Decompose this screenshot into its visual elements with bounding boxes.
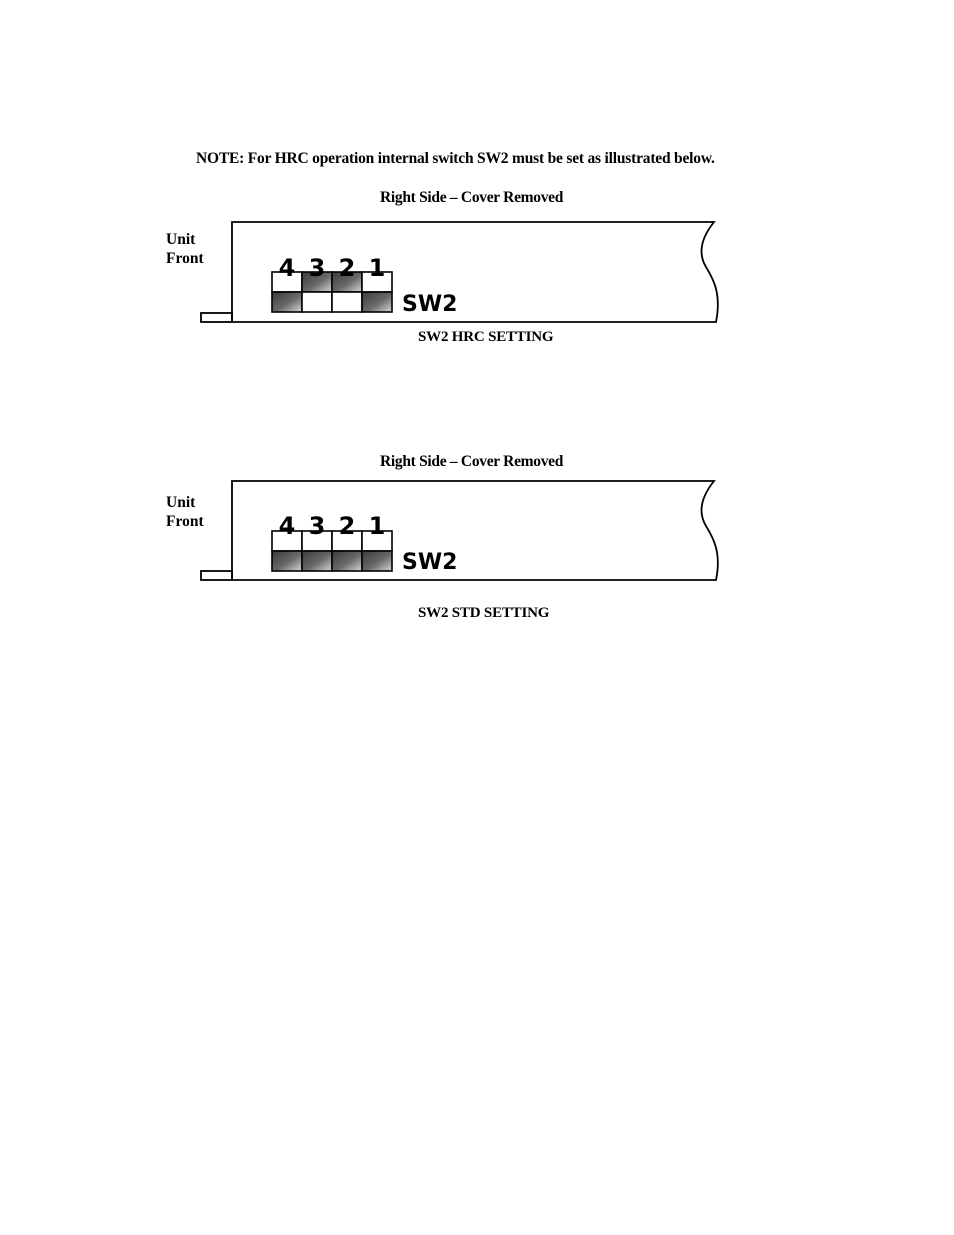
panel-2-title: Right Side – Cover Removed <box>380 453 564 470</box>
switch-4-lower-cell <box>272 551 302 571</box>
switch-3-lower-cell <box>302 551 332 571</box>
note-text: NOTE: For HRC operation internal switch SW2 must be set as illustrated below. <box>196 150 715 167</box>
switch-2-lower-cell <box>332 551 362 571</box>
switch-number-4: 4 <box>278 254 296 282</box>
unit-label-line1: Unit <box>166 494 196 511</box>
switch-1-lower-cell <box>362 551 392 571</box>
panel-2-diagram <box>0 475 954 605</box>
switch-number-1: 1 <box>368 254 386 282</box>
unit-front-tab <box>201 313 232 322</box>
switch-number-3: 3 <box>308 254 326 282</box>
unit-label-line2: Front <box>166 250 204 267</box>
switch-number-2: 2 <box>338 254 356 282</box>
switch-number-1: 1 <box>368 512 386 540</box>
panel-2-caption: SW2 STD SETTING <box>418 605 550 621</box>
switch-name-label: SW2 <box>402 292 458 317</box>
switch-number-3: 3 <box>308 512 326 540</box>
switch-4-lower-cell <box>272 292 302 312</box>
switch-name-label: SW2 <box>402 550 458 575</box>
unit-label-line2: Front <box>166 513 204 530</box>
switch-number-4: 4 <box>278 512 296 540</box>
panel-1-title: Right Side – Cover Removed <box>380 189 564 206</box>
panel-1-caption: SW2 HRC SETTING <box>418 329 554 345</box>
unit-front-tab <box>201 571 232 580</box>
unit-label-line1: Unit <box>166 231 196 248</box>
panel-1-diagram <box>0 215 954 345</box>
switch-3-lower-cell <box>302 292 332 312</box>
switch-number-2: 2 <box>338 512 356 540</box>
switch-2-lower-cell <box>332 292 362 312</box>
switch-1-lower-cell <box>362 292 392 312</box>
